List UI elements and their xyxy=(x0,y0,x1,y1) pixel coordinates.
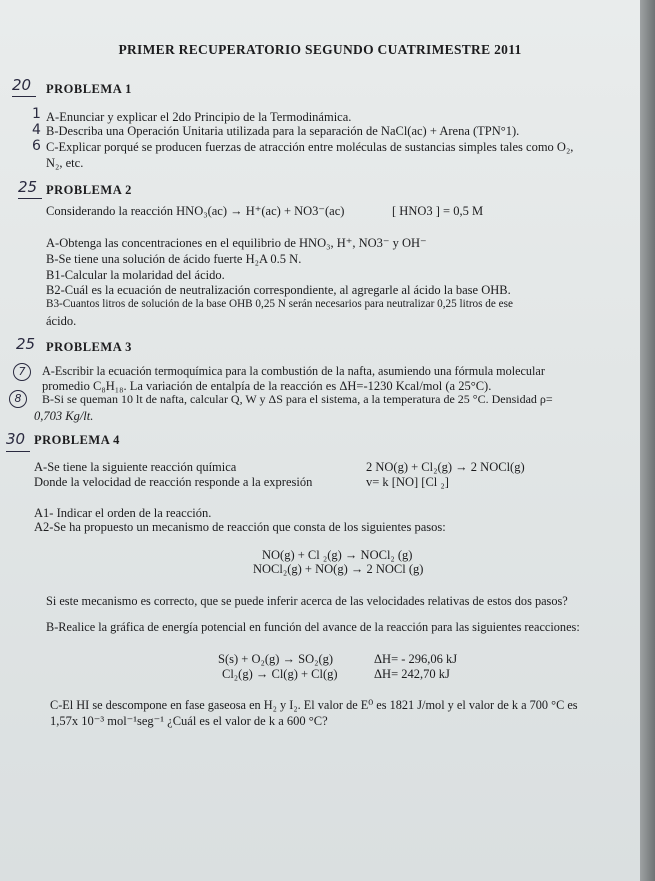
problem-2-item-b1: B1-Calcular la molaridad del ácido. xyxy=(46,268,225,282)
problem-2-reaction: Considerando la reacción HNO₃(ac) → H⁺(ac) + NO3⁻(ac) xyxy=(46,204,345,218)
problem-2-item-b: B-Se tiene una solución de ácido fuerte H₂A 0.5 N. xyxy=(46,252,302,266)
problem-4-item-b: B-Realice la gráfica de energía potencial en función del avance de la reacción para las siguientes reacciones: xyxy=(46,620,580,634)
problem-3-heading: PROBLEMA 3 xyxy=(46,340,132,354)
score-underline xyxy=(12,96,36,97)
handwritten-circle-8: 8 xyxy=(9,390,27,408)
problem-4-item-c: C-El HI se descompone en fase gaseosa en H₂ y I₂. El valor de E⁰ es 1821 J/mol y el valor de k a 700 °C es xyxy=(50,698,578,712)
handwritten-score-3: 25 xyxy=(16,335,36,353)
reaction-2-enthalpy: ΔH= 242,70 kJ xyxy=(374,667,450,681)
problem-4-reaction: 2 NO(g) + Cl₂(g) → 2 NOCl(g) xyxy=(366,460,525,474)
score-underline xyxy=(18,198,42,199)
problem-3-item-a: A-Escribir la ecuación termoquímica para la combustión de la nafta, asumiendo una fórmula molecular xyxy=(42,364,545,378)
handwritten-mark-a: 1 xyxy=(32,106,41,122)
problem-3-item-a-cont: promedio C₈H₁₈. La variación de entalpía de la reacción es ΔH=-1230 Kcal/mol (a 25°C). xyxy=(42,379,492,393)
problem-4-inference-question: Si este mecanismo es correcto, que se puede inferir acerca de las velocidades relativas de estos dos pasos? xyxy=(46,594,568,608)
handwritten-score-1: 20 xyxy=(12,76,32,94)
mechanism-step-2: NOCl₂(g) + NO(g) → 2 NOCl (g) xyxy=(253,562,424,576)
mechanism-step-1: NO(g) + Cl ₂(g) → NOCl₂ (g) xyxy=(262,548,413,562)
exam-title: PRIMER RECUPERATORIO SEGUNDO CUATRIMESTRE 2011 xyxy=(118,42,522,57)
problem-2-item-b3: B3-Cuantos litros de solución de la base OHB 0,25 N serán necesarios para neutralizar 0,25 litros de ese xyxy=(46,298,513,310)
handwritten-circle-7: 7 xyxy=(13,363,31,381)
handwritten-mark-c: 6 xyxy=(32,138,41,154)
problem-3-item-b: B-Si se queman 10 lt de nafta, calcular Q, W y ΔS para el sistema, a la temperatura de 25 °C. Densidad ρ= xyxy=(42,392,553,406)
problem-2-item-b2: B2-Cuál es la ecuación de neutralización correspondiente, al agregarle al ácido la base OHB. xyxy=(46,283,511,297)
problem-1-item-c: C-Explicar porqué se producen fuerzas de atracción entre moléculas de sustancias simples tales como O₂, xyxy=(46,140,574,154)
problem-1-item-b: B-Describa una Operación Unitaria utilizada para la separación de NaCl(ac) + Arena (TPN°1). xyxy=(46,124,520,138)
problem-3-item-b-cont: 0,703 Kg/lt. xyxy=(34,409,94,423)
problem-2-heading: PROBLEMA 2 xyxy=(46,183,132,197)
problem-4-item-a: A-Se tiene la siguiente reacción química xyxy=(34,460,237,474)
problem-4-item-a2: A2-Se ha propuesto un mecanismo de reacción que consta de los siguientes pasos: xyxy=(34,520,446,534)
reaction-1: S(s) + O₂(g) → SO₂(g) xyxy=(218,652,334,666)
reaction-2: Cl₂(g) → Cl(g) + Cl(g) xyxy=(222,667,338,681)
problem-4-heading: PROBLEMA 4 xyxy=(34,433,120,447)
problem-2-item-a: A-Obtenga las concentraciones en el equilibrio de HNO₃, H⁺, NO3⁻ y OH⁻ xyxy=(46,236,427,250)
problem-2-concentration: [ HNO3 ] = 0,5 M xyxy=(392,204,484,218)
handwritten-score-2: 25 xyxy=(18,178,38,196)
handwritten-score-4: 30 xyxy=(6,430,26,448)
score-underline xyxy=(6,451,30,452)
problem-1-heading: PROBLEMA 1 xyxy=(46,82,132,96)
problem-1-item-a: A-Enunciar y explicar el 2do Principio de la Termodinámica. xyxy=(46,110,352,124)
handwritten-mark-b: 4 xyxy=(32,122,41,138)
problem-4-item-c-cont: 1,57x 10⁻³ mol⁻¹seg⁻¹ ¿Cuál es el valor de k a 600 °C? xyxy=(50,714,328,728)
problem-4-rate-text: Donde la velocidad de reacción responde a la expresión xyxy=(34,475,313,489)
reaction-1-enthalpy: ΔH= - 296,06 kJ xyxy=(374,652,458,666)
problem-4-item-a1: A1- Indicar el orden de la reacción. xyxy=(34,506,212,520)
problem-1-item-c-cont: N₂, etc. xyxy=(46,156,84,170)
problem-2-item-b3-cont: ácido. xyxy=(46,314,77,328)
problem-4-rate-law: v= k [NO] [Cl ₂] xyxy=(366,475,449,489)
